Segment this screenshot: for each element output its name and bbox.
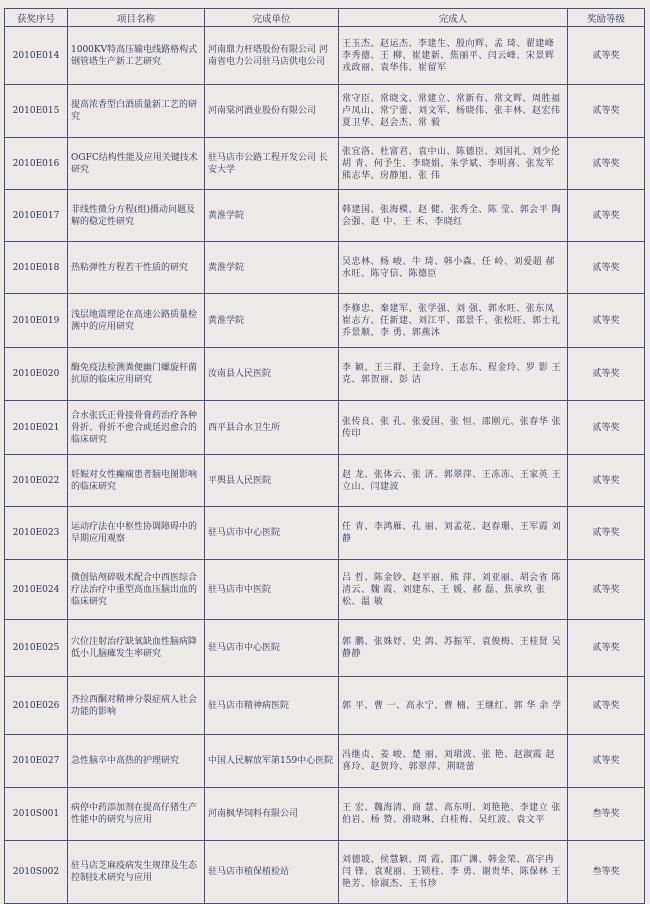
cell-people: 赵 龙、张体云、张 济、郭翠萍、王冻冻、王家英 王立山、闫建波 bbox=[339, 455, 568, 507]
cell-award-number: 2010E027 bbox=[5, 735, 68, 788]
cell-project-name: 运动疗法在中枢性协调障碍中的早期应用观察 bbox=[68, 507, 205, 560]
cell-award-level: 贰等奖 bbox=[568, 620, 645, 677]
cell-award-number: 2010E015 bbox=[5, 85, 68, 138]
cell-project-name: OGFC结构性能及应用关键技术研究 bbox=[68, 138, 205, 190]
cell-project-name: 1000KV特高压输电线路格构式钢管塔生产新工艺研究 bbox=[68, 27, 205, 85]
cell-people: 张宜洛、杜富君、袁中山、陈德臣、刘国礼、刘少伦 胡 青、何予生、李晓娟、朱学斌、李明喜、张发军 熊志华、房静旭、张 伟 bbox=[339, 138, 568, 190]
cell-people: 王玉杰、赵运杰、李建生、殷向辉、孟 琦、翟建峰 李秀德、王 柳、崔建新、焦丽平、闫云峰、宋景辉 戎政丽、袁华伟、崔留军 bbox=[339, 27, 568, 85]
table-row bbox=[5, 190, 645, 242]
cell-unit: 黄淮学院 bbox=[205, 190, 339, 242]
cell-award-number: 2010E018 bbox=[5, 242, 68, 294]
cell-project-name: 穴位注射治疗缺氧缺血性脑病降低小儿脑瘫发生率研究 bbox=[68, 620, 205, 677]
cell-award-level: 贰等奖 bbox=[568, 677, 645, 735]
cell-people: 郭 鹏、张姝妤、史 鸽、苏振军、袁俊梅、王桂贤 吴静静 bbox=[339, 620, 568, 677]
table-row bbox=[5, 242, 645, 294]
table-row bbox=[5, 788, 645, 841]
cell-people: 李 颖、王三群、王金玲、王志东、程金玲、罗 影 王 克、郭贺丽、彭 洁 bbox=[339, 348, 568, 401]
cell-award-level: 贰等奖 bbox=[568, 735, 645, 788]
cell-project-name: 非线性微分方程(组)摄动问题及解的稳定性研究 bbox=[68, 190, 205, 242]
cell-project-name: 病停中药添加剂在提高仔猪生产性能中的研究与应用 bbox=[68, 788, 205, 841]
cell-project-name: 浅层地震理论在高速公路质量检测中的应用研究 bbox=[68, 294, 205, 348]
table-row bbox=[5, 455, 645, 507]
cell-award-number: 2010E025 bbox=[5, 620, 68, 677]
cell-unit: 驻马店市中心医院 bbox=[205, 620, 339, 677]
cell-award-level: 贰等奖 bbox=[568, 560, 645, 620]
cell-project-name: 妊娠对女性癫痫患者脑电图影响的临床研究 bbox=[68, 455, 205, 507]
header-award-level: 奖励等级 bbox=[568, 9, 645, 27]
table-row bbox=[5, 507, 645, 560]
cell-unit: 汝南县人民医院 bbox=[205, 348, 339, 401]
cell-award-number: 2010E026 bbox=[5, 677, 68, 735]
cell-award-level: 贰等奖 bbox=[568, 138, 645, 190]
table-row bbox=[5, 560, 645, 620]
cell-people: 张传良、张 孔、张爱国、张 恒、邵刚元、张春华 张传印 bbox=[339, 401, 568, 455]
cell-award-level: 贰等奖 bbox=[568, 455, 645, 507]
award-table-page bbox=[4, 8, 644, 904]
header-project-name: 项目名称 bbox=[68, 9, 205, 27]
cell-project-name: 合水张氏正骨接骨膏药治疗各种骨折、骨折不愈合或延迟愈合的临床研究 bbox=[68, 401, 205, 455]
cell-unit: 黄淮学院 bbox=[205, 294, 339, 348]
cell-unit: 河南枫华饲料有限公司 bbox=[205, 788, 339, 841]
table-row bbox=[5, 620, 645, 677]
cell-award-level: 贰等奖 bbox=[568, 242, 645, 294]
cell-people: 任 青、李鸿雁、孔 丽、刘孟花、赵春珊、王军霞 刘 静 bbox=[339, 507, 568, 560]
cell-people: 刘德坡、侯慧颖、周 霞、邵广渊、韩金荣、高宇冉 闫 锋、袁观丽、王锁柱、李 勇、谢贵华、陈保林 王艳芳、徐淑杰、王书珍 bbox=[339, 841, 568, 904]
cell-award-level: 贰等奖 bbox=[568, 507, 645, 560]
cell-award-number: 2010E019 bbox=[5, 294, 68, 348]
cell-unit: 驻马店市中心医院 bbox=[205, 507, 339, 560]
cell-project-name: 提高浓香型白酒质量新工艺的研究 bbox=[68, 85, 205, 138]
cell-unit: 黄淮学院 bbox=[205, 242, 339, 294]
cell-unit: 平舆县人民医院 bbox=[205, 455, 339, 507]
table-row bbox=[5, 841, 645, 904]
cell-people: 常守臣、常晓文、常建立、常新有、常文辉、周胜福 卢凤山、常宁蕾、刘文军、杨晓伟、张丰林、赵宏伟 夏卫华、赵会杰、常 毅 bbox=[339, 85, 568, 138]
cell-award-number: 2010E024 bbox=[5, 560, 68, 620]
cell-award-number: 2010S002 bbox=[5, 841, 68, 904]
table-row bbox=[5, 294, 645, 348]
cell-project-name: 酶免疫法检测粪便幽门螺旋杆菌抗原的临床应用研究 bbox=[68, 348, 205, 401]
cell-people: 冯继贞、姜 峻、楚 丽、刘珺波、张 艳、赵淑霞 赵喜玲、赵贺玲、郭翠萍、荆晓蕾 bbox=[339, 735, 568, 788]
cell-award-number: 2010E023 bbox=[5, 507, 68, 560]
cell-unit: 驻马店市公路工程开发公司 长安大学 bbox=[205, 138, 339, 190]
cell-award-number: 2010E017 bbox=[5, 190, 68, 242]
header-unit: 完成单位 bbox=[205, 9, 339, 27]
header-people: 完成人 bbox=[339, 9, 568, 27]
cell-project-name: 热粘弹性方程若干性质的研究 bbox=[68, 242, 205, 294]
cell-award-level: 贰等奖 bbox=[568, 348, 645, 401]
table-row bbox=[5, 27, 645, 85]
cell-project-name: 急性脑卒中高热的护理研究 bbox=[68, 735, 205, 788]
cell-people: 李修忠、秦建军、张学强、刘 强、郭水旺、张东凤 崔志方、任新建、刘江平、邵景千、张松旺、郭士礼 乔景顺、李 勇、郭燕沐 bbox=[339, 294, 568, 348]
award-table bbox=[4, 8, 645, 904]
cell-award-level: 贰等奖 bbox=[568, 401, 645, 455]
cell-award-level: 贰等奖 bbox=[568, 85, 645, 138]
table-row bbox=[5, 138, 645, 190]
cell-unit: 河南鼎力杆塔股份有限公司 河南省电力公司驻马店供电公司 bbox=[205, 27, 339, 85]
cell-people: 吴忠林、杨 峻、牛 琦、韩小森、任 岭、刘爱超 郝水旺、陈守信、陈德臣 bbox=[339, 242, 568, 294]
cell-award-number: 2010E016 bbox=[5, 138, 68, 190]
cell-award-number: 2010E021 bbox=[5, 401, 68, 455]
cell-unit: 驻马店市中医院 bbox=[205, 560, 339, 620]
cell-award-level: 叁等奖 bbox=[568, 788, 645, 841]
cell-unit: 中国人民解放军第159中心医院 bbox=[205, 735, 339, 788]
cell-people: 韩建国、张海模、赵 健、张秀全、陈 莹、郭会平 陶会强、赵 中、王 禾、李晓红 bbox=[339, 190, 568, 242]
cell-unit: 河南棠河酒业股份有限公司 bbox=[205, 85, 339, 138]
cell-award-level: 叁等奖 bbox=[568, 841, 645, 904]
cell-unit: 西平县合水卫生所 bbox=[205, 401, 339, 455]
cell-people: 吕 哲、陈金钞、赵平丽、熊 萍、刘亚丽、胡会省 陈清云、魏 霞、刘建东、王 媛、郝 磊、焦承玖 张 松、温 敏 bbox=[339, 560, 568, 620]
cell-people: 王 宏、魏海清、商 慧、高东明、刘艳艳、李建立 张伯岩、杨 赞、滑晓琳、白桂梅、吴红波、袁文平 bbox=[339, 788, 568, 841]
cell-unit: 驻马店市精神病医院 bbox=[205, 677, 339, 735]
cell-project-name: 驻马店芝麻疫病发生规律及生态控制技术研究与应用 bbox=[68, 841, 205, 904]
table-row bbox=[5, 735, 645, 788]
header-award-number: 获奖序号 bbox=[5, 9, 68, 27]
cell-award-number: 2010S001 bbox=[5, 788, 68, 841]
cell-award-number: 2010E020 bbox=[5, 348, 68, 401]
table-row bbox=[5, 677, 645, 735]
table-row bbox=[5, 85, 645, 138]
table-row bbox=[5, 401, 645, 455]
cell-award-level: 贰等奖 bbox=[568, 27, 645, 85]
table-header-row bbox=[5, 9, 645, 27]
cell-unit: 驻马店市植保植检站 bbox=[205, 841, 339, 904]
cell-award-level: 贰等奖 bbox=[568, 190, 645, 242]
cell-people: 郭 平、曹 一、高永宁、曹 楠、王继红、郭 华 余 学 bbox=[339, 677, 568, 735]
cell-award-number: 2010E022 bbox=[5, 455, 68, 507]
table-row bbox=[5, 348, 645, 401]
cell-project-name: 齐拉西酮对精神分裂症病人社会功能的影响 bbox=[68, 677, 205, 735]
cell-award-number: 2010E014 bbox=[5, 27, 68, 85]
cell-award-level: 贰等奖 bbox=[568, 294, 645, 348]
cell-project-name: 微创钻颅碎吸术配合中西医综合疗法治疗中重型高血压脑出血的临床研究 bbox=[68, 560, 205, 620]
